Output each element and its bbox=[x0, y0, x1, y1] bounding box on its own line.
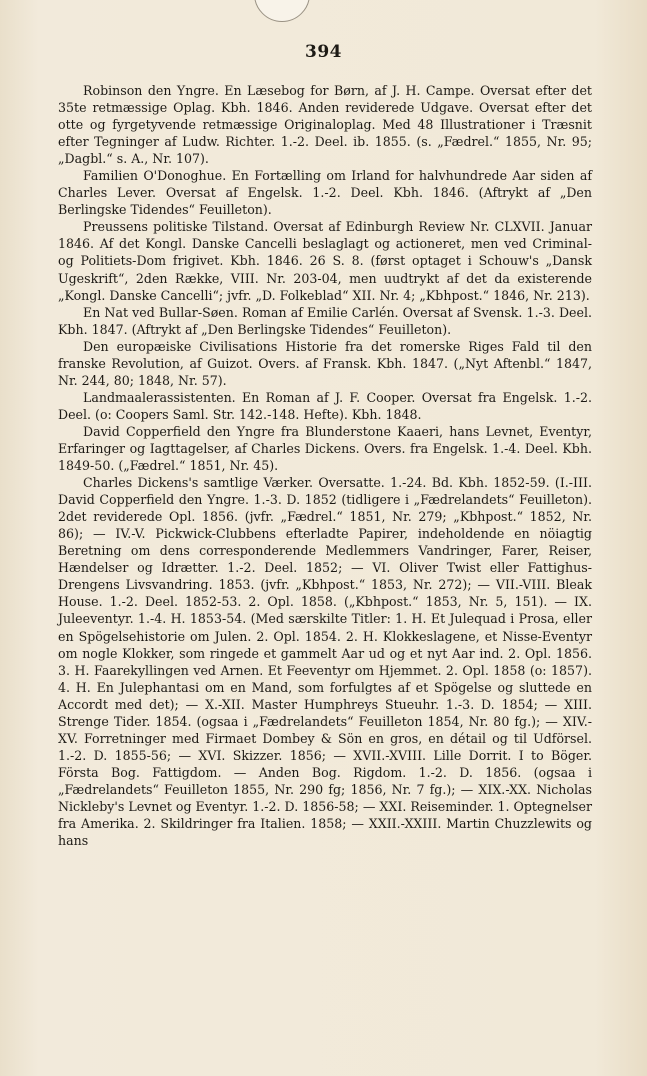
page-text-body bbox=[58, 82, 592, 849]
bibliography-entry-dickens-works: Charles Dickens's samtlige Værker. Oversatte. 1.-24. Bd. Kbh. 1852-59. (I.-III. David Copperfield den Yngre. 1.-3. D. 1852 (tidligere i „Fædrelandets“ Feuilleton). 2det reviderede Opl. 1856. (jvfr. „Fædrel.“ 1851, Nr. 279; „Kbhpost.“ 1852, Nr. 86); — IV.-V. Pickwick-Clubbens efterladte Papirer, indeholdende en nöiagtig Beretning om dens corresponderende Medlemmers Vandringer, Farer, Reiser, Hændelser og Idrætter. 1.-2. Deel. 1852; — VI. Oliver Twist eller Fattighus-Drengens Livsvandring. 1853. (jvfr. „Kbhpost.“ 1853, Nr. 272); — VII.-VIII. Bleak House. 1.-2. Deel. 1852-53. 2. Opl. 1858. („Kbhpost.“ 1853, Nr. 5, 151). — IX. Juleeventyr. 1.-4. H. 1853-54. (Med særskilte Titler: 1. H. Et Julequad i Prosa, eller en Spögelsehistorie om Julen. 2. Opl. 1854. 2. H. Klokkeslagene, et Nisse-Eventyr om nogle Klokker, som ringede et gammelt Aar ud og et nyt Aar ind. 2. Opl. 1856. 3. H. Faarekyllingen ved Arnen. Et Feeventyr om Hjemmet. 2. Opl. 1858 (o: 1857). 4. H. En Julephantasi om en Mand, som forfulgtes af et Spögelse og sluttede en Accordt med det); — X.-XII. Master Humphreys Stueuhr. 1.-3. D. 1854; — XIII. Strenge Tider. 1854. (ogsaa i „Fædrelandets“ Feuilleton 1854, Nr. 80 fg.); — XIV.-XV. Forretninger med Firmaet Dombey & Sön en gros, en détail og til Udförsel. 1.-2. D. 1855-56; — XVI. Skizzer. 1856; — XVII.-XVIII. Lille Dorrit. I to Böger. Första Bog. Fattigdom. — Anden Bog. Rigdom. 1.-2. D. 1856. (ogsaa i „Fædrelandets“ Feuilleton 1855, Nr. 290 fg; 1856, Nr. 7 fg.); — XIX.-XX. Nicholas Nickleby's Levnet og Eventyr. 1.-2. D. 1856-58; — XXI. Reiseminder. 1. Optegnelser fra Amerika. 2. Skildringer fra Italien. 1858; — XXII.-XXIII. Martin Chuzzlewits og hans bbox=[58, 475, 592, 849]
bibliography-entry-copperfield: David Copperfield den Yngre fra Blunderstone Kaaeri, hans Levnet, Eventyr, Erfaringer og Iagttagelser, af Charles Dickens. Overs. fra Engelsk. 1.-4. Deel. Kbh. 1849-50. („Fædrel.“ 1851, Nr. 45). bbox=[58, 423, 592, 474]
bibliography-entry-civilisation: Den europæiske Civilisations Historie fra det romerske Riges Fald til den franske Revolution, af Guizot. Overs. af Fransk. Kbh. 1847. („Nyt Aftenbl.“ 1847, Nr. 244, 80; 1848, Nr. 57). bbox=[58, 338, 592, 388]
page-number: 394 bbox=[305, 42, 342, 62]
bibliography-entry-bullar: En Nat ved Bullar-Søen. Roman af Emilie Carlén. Oversat af Svensk. 1.-3. Deel. Kbh. 1847. (Aftrykt af „Den Berlingske Tidendes“ Feuilleton). bbox=[58, 304, 592, 337]
page-punch-hole bbox=[254, 0, 310, 22]
bibliography-entry-odonoghue: Familien O'Donoghue. En Fortælling om Irland for halvhundrede Aar siden af Charles Lever. Oversat af Engelsk. 1.-2. Deel. Kbh. 1846. (Aftrykt af „Den Berlingske Tidendes“ Feuilleton). bbox=[58, 168, 592, 218]
bibliography-entry-preussens: Preussens politiske Tilstand. Oversat af Edinburgh Review Nr. CLXVII. Januar 1846. Af det Kongl. Danske Cancelli beslaglagt og actioneret, men ved Criminal- og Politiets-Dom frigivet. Kbh. 1846. 26 S. 8. (først optaget i Schouw's „Dansk Ugeskrift“, 2den Række, VIII. Nr. 203-04, men uudtrykt af det da existerende „Kongl. Danske Cancelli“; jvfr. „D. Folkeblad“ XII. Nr. 4; „Kbhpost.“ 1846, Nr. 213). bbox=[58, 219, 592, 303]
bibliography-entry-landmaaler: Landmaalerassistenten. En Roman af J. F. Cooper. Oversat fra Engelsk. 1.-2. Deel. (o: Coopers Saml. Str. 142.-148. Hefte). Kbh. 1848. bbox=[58, 389, 592, 422]
bibliography-entry-robinson: Robinson den Yngre. En Læsebog for Børn, af J. H. Campe. Oversat efter det 35te retmæssige Oplag. Kbh. 1846. Anden reviderede Udgave. Oversat efter det otte og fyrgetyvende retmæssige Originaloplag. Med 48 Illustrationer i Træsnit efter Tegninger af Ludw. Richter. 1.-2. Deel. ib. 1855. (s. „Fædrel.“ 1855, Nr. 95; „Dagbl.“ s. A., Nr. 107). bbox=[58, 83, 592, 167]
